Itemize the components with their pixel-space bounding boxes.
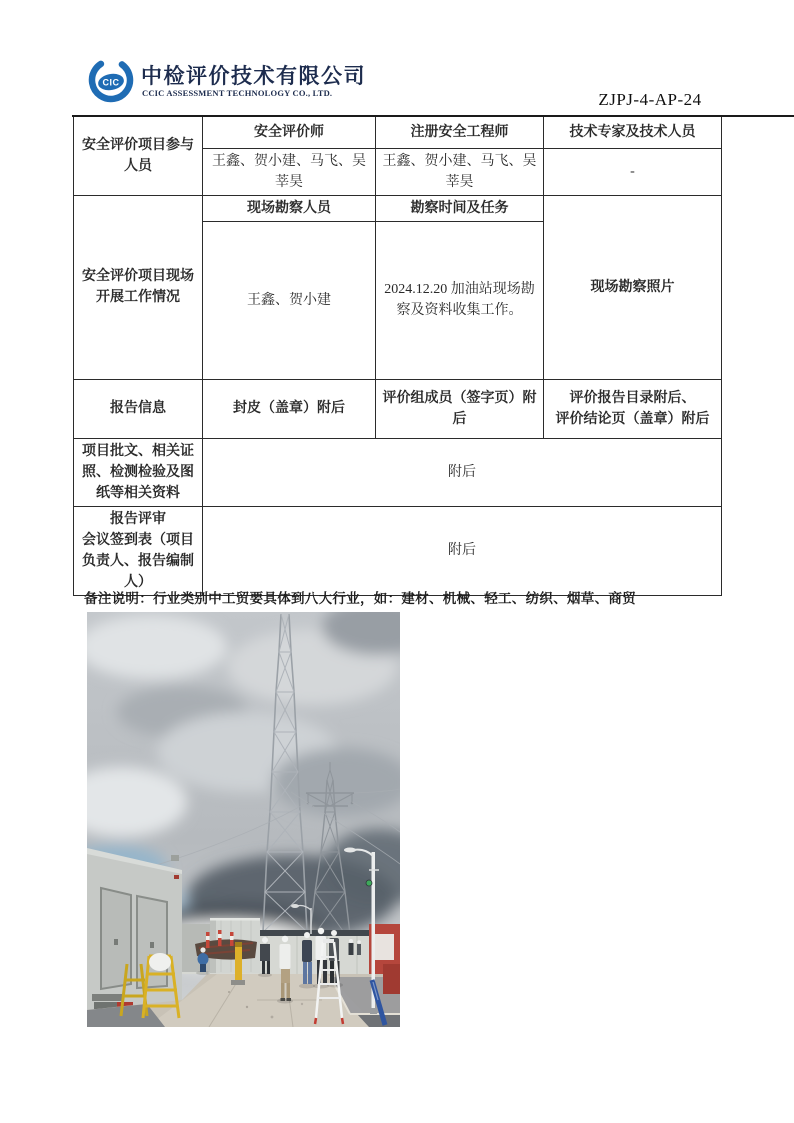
cell-technical-experts: - bbox=[544, 148, 722, 195]
company-name-zh: 中检评价技术有限公司 bbox=[141, 65, 366, 88]
company-name-en: CCIC ASSESSMENT TECHNOLOGY CO., LTD. bbox=[142, 88, 333, 98]
row-label-review-signin bbox=[74, 506, 203, 595]
cell-surveyors: 王鑫、贺小建 bbox=[203, 221, 376, 379]
cell-report-catalog bbox=[544, 379, 722, 438]
report-catalog-line2: 评价结论页（盖章）附后 bbox=[555, 411, 710, 427]
site-container bbox=[87, 848, 182, 1020]
row-label-site-work: 安全评价项目现场开展工作情况 bbox=[74, 195, 203, 379]
green-signal-light bbox=[366, 880, 372, 886]
remark-note: 备注说明：行业类别中工贸要具体到八大行业，如：建材、机械、轻工、纺织、烟草、商贸 bbox=[84, 591, 636, 606]
site-photo-frame bbox=[87, 612, 400, 1027]
review-label-line2: 会议签到表（项目负责人、报告编制人） bbox=[82, 532, 194, 590]
col-header-technical-experts: 技术专家及技术人员 bbox=[544, 117, 722, 148]
cell-survey-task: 2024.12.20 加油站现场勘察及资料收集工作。 bbox=[376, 221, 544, 379]
cell-safety-evaluators: 王鑫、贺小建、马飞、吴莘昊 bbox=[203, 148, 376, 195]
cell-report-team-sign: 评价组成员（签字页）附后 bbox=[376, 379, 544, 438]
cell-review-attached: 附后 bbox=[203, 506, 722, 595]
row-label-approval-docs: 项目批文、相关证照、检测检验及图纸等相关资料 bbox=[74, 438, 203, 506]
col-header-surveyors: 现场勘察人员 bbox=[203, 195, 376, 221]
row-label-report-info: 报告信息 bbox=[74, 379, 203, 438]
report-catalog-line1: 评价报告目录附后、 bbox=[569, 390, 696, 406]
col-header-registered-engineer: 注册安全工程师 bbox=[376, 117, 544, 148]
logo-cic-text: CIC bbox=[102, 77, 120, 88]
plastic-bag bbox=[149, 953, 171, 971]
col-header-survey-photo: 现场勘察照片 bbox=[544, 195, 722, 379]
cell-registered-engineers: 王鑫、贺小建、马飞、吴莘昊 bbox=[376, 148, 544, 195]
cell-approval-attached: 附后 bbox=[203, 438, 722, 506]
ccic-logo-icon bbox=[87, 56, 135, 104]
review-label-line1: 报告评审 bbox=[110, 511, 166, 527]
evaluation-table bbox=[73, 117, 722, 596]
site-photo bbox=[87, 612, 400, 1027]
col-header-safety-evaluator: 安全评价师 bbox=[203, 117, 376, 148]
row-label-participants: 安全评价项目参与人员 bbox=[74, 117, 203, 195]
col-header-survey-task: 勘察时间及任务 bbox=[376, 195, 544, 221]
doc-number: ZJPJ-4-AP-24 bbox=[598, 90, 702, 109]
cell-report-cover: 封皮（盖章）附后 bbox=[203, 379, 376, 438]
